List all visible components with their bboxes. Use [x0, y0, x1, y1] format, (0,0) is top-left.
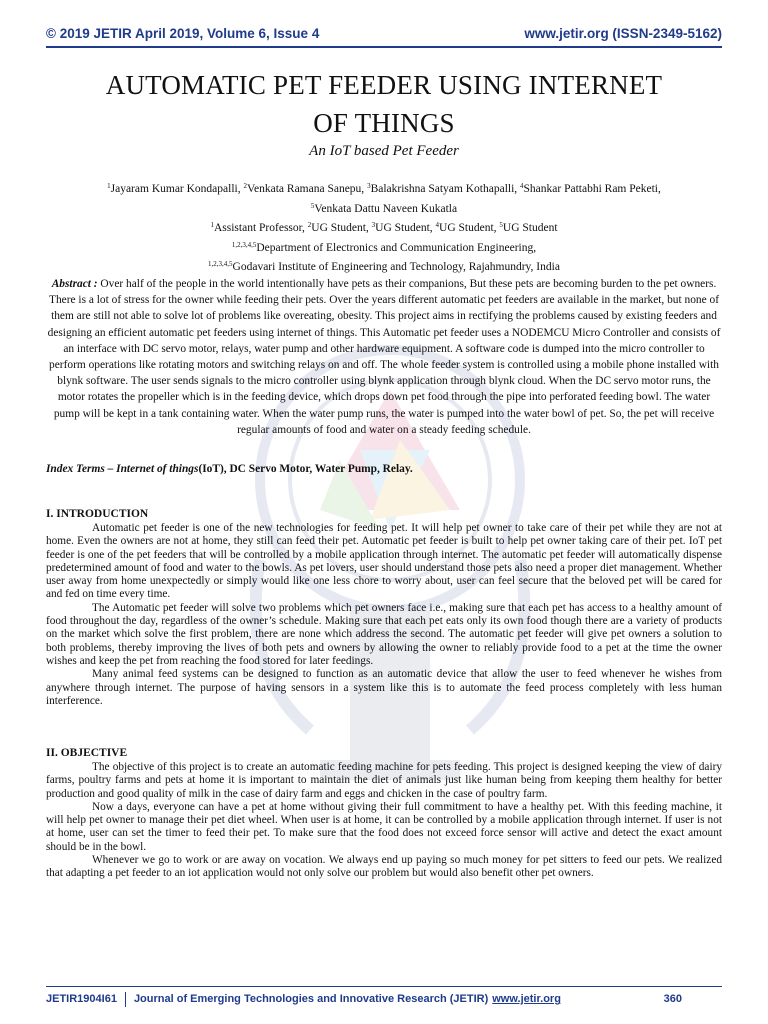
- section-body-objective: [46, 761, 722, 881]
- page-number: 360: [663, 993, 682, 1005]
- footer-divider: [46, 986, 722, 987]
- paragraph: Whenever we go to work or are away on vocation. We always end up paying so much money for pet sitters to feed our pets. We realized that adapting a pet feeder to an iot application would not only solve our problem but would also benefit other pet owners.: [46, 854, 722, 880]
- footer-separator: [125, 992, 126, 1007]
- page-footer: [46, 991, 722, 1007]
- author-roles: $^1$Assistant Professor, $^2$UG Student, $^3$UG Student, $^4$UG Student, $^5$UG Student: [210, 221, 558, 234]
- paragraph: Now a days, everyone can have a pet at home without giving their full commitment to have a healthy pet. With this feeding machine, it will help pet owner to manage their pet diet wheel. When user is at home, it can be controlled by a mobile application through internet. If user is not at home, user can set the timer to feed their pet. To make sure that the food does not exceed force sensor will active and detect the exact amount should be in the bowl.: [46, 800, 722, 853]
- paragraph: Many animal feed systems can be designed to function as an automatic device that allow the user to feed whenever he wishes from anywhere through internet. The purpose of having sensors in a system like this is to automate the feed process completely with less human interference.: [46, 668, 722, 707]
- paper-title: [40, 66, 728, 142]
- section-body-introduction: [46, 522, 722, 708]
- abstract-label: Abstract :: [51, 278, 101, 290]
- journal-name: Journal of Emerging Technologies and Innovative Research (JETIR): [133, 993, 489, 1005]
- index-terms: [46, 463, 722, 475]
- author-department: $^{1,2,3,4,5}$Department of Electronics and Communication Engineering,: [231, 240, 537, 254]
- author-names-line-2: $^5$Venkata Dattu Naveen Kukatla: [310, 201, 458, 215]
- paper-title-line-2: OF THINGS: [313, 108, 455, 138]
- header-site[interactable]: www.jetir.org (ISSN-2349-5162): [524, 25, 722, 41]
- paragraph: Automatic pet feeder is one of the new technologies for feeding pet. It will help pet owner to take care of their pet while they are not at home. Even the owners are not at home, they still can feed their pet. Automatic pet feeder is built to help pet owner taking care of their pet. IoT pet feeder is one of the pet feeders that will be controlled by a mobile application through internet. The automatic pet feeder will automatically dispense predetermined amount of food and water to the bowls. As pet lovers, user should understand those pets also need a proper diet management. Whether user away from home unexpectedly or simply would like one less chore to worry about, user can feel secure that the beloved pet will be cared for and fed on time every time.: [46, 522, 722, 601]
- journal-link[interactable]: www.jetir.org: [492, 993, 561, 1005]
- index-terms-label: Index Terms – Internet of things: [46, 463, 199, 475]
- header-citation: © 2019 JETIR April 2019, Volume 6, Issue 4: [46, 25, 320, 41]
- page-header: [46, 24, 722, 42]
- author-institute: $^{1,2,3,4,5}$Godavari Institute of Engineering and Technology, Rajahmundry, India: [208, 260, 560, 273]
- index-terms-list: (IoT), DC Servo Motor, Water Pump, Relay.: [198, 463, 413, 475]
- paper-title-line-1: AUTOMATIC PET FEEDER USING INTERNET: [105, 70, 663, 100]
- abstract: [46, 276, 722, 438]
- paragraph: The objective of this project is to create an automatic feeding machine for pets feeding. This project is designed keeping the view of dairy farms, poultry farms and pets at home it is important to maintain the diet of animals just like human being from keeping them healthy for better production and good quality of milk in the case of dairy farm and eggs and chicken in the case of poultry farm.: [46, 761, 722, 800]
- section-heading-objective: II. OBJECTIVE: [46, 747, 128, 759]
- section-heading-introduction: I. INTRODUCTION: [46, 508, 149, 520]
- author-names-line-1: $^1$Jayaram Kumar Kondapalli, $^2$Venkata Ramana Sanepu, $^3$Balakrishna Satyam Kothapalli, $^4$Shankar Pattabhi Ram Peketi,: [107, 182, 661, 195]
- abstract-text: Over half of the people in the world intentionally have pets as their companions, But these pets are becoming burden to the pet owners. There is a lot of stress for the owner while feeding their pets. Over the years different automatic pet feeders are available in the market, but none of them are still not able to solve lot of problems like overeating, obesity. This project aims in rectifying the problems caused by existing feeders and designing an efficient automatic pet feeders using internet of things. This Automatic pet feeder uses a NODEMCU Micro Controller and consists of an interface with DC servo motor, relays, water pump and other hardware equipment. A software code is dumped into the micro controller to perform operations like rotating motors and switching relays on and off. The whole feeder system is controlled using a mobile phone installed with blynk software. The user sends signals to the micro controller using blynk application through blynk cloud. When the DC servo motor runs, the motor rotates the propeller which is in the feeding device, which drops down pet food through the pipe into perforated feeding bowl. The water pump will be kept in a tank containing water. When the water pump runs, the water is pumped into the water bowl of pet. So, the pet will receive regular amounts of food and water on a steady feeding schedule.: [47, 278, 721, 436]
- paper-subtitle: An IoT based Pet Feeder: [309, 143, 459, 159]
- header-divider: [46, 46, 722, 48]
- author-block: [60, 178, 708, 276]
- paper-id: JETIR1904I61: [46, 993, 117, 1005]
- paragraph: The Automatic pet feeder will solve two problems which pet owners face i.e., making sure that each pet has access to a healthy amount of food throughout the day, regardless of the owner’s schedule. Making sure that each pet eats only its own food though there are a variety of products on the market which solve the first problem, there are none which address the second. The automatic pet feeder will give pet owners a solution to both problems, thereby improving the lives of both pets and owners by allowing the owner to reliably provide food to a pet at the time the owner wishes and keep the pet from reaching the food stored for later feedings.: [46, 601, 722, 667]
